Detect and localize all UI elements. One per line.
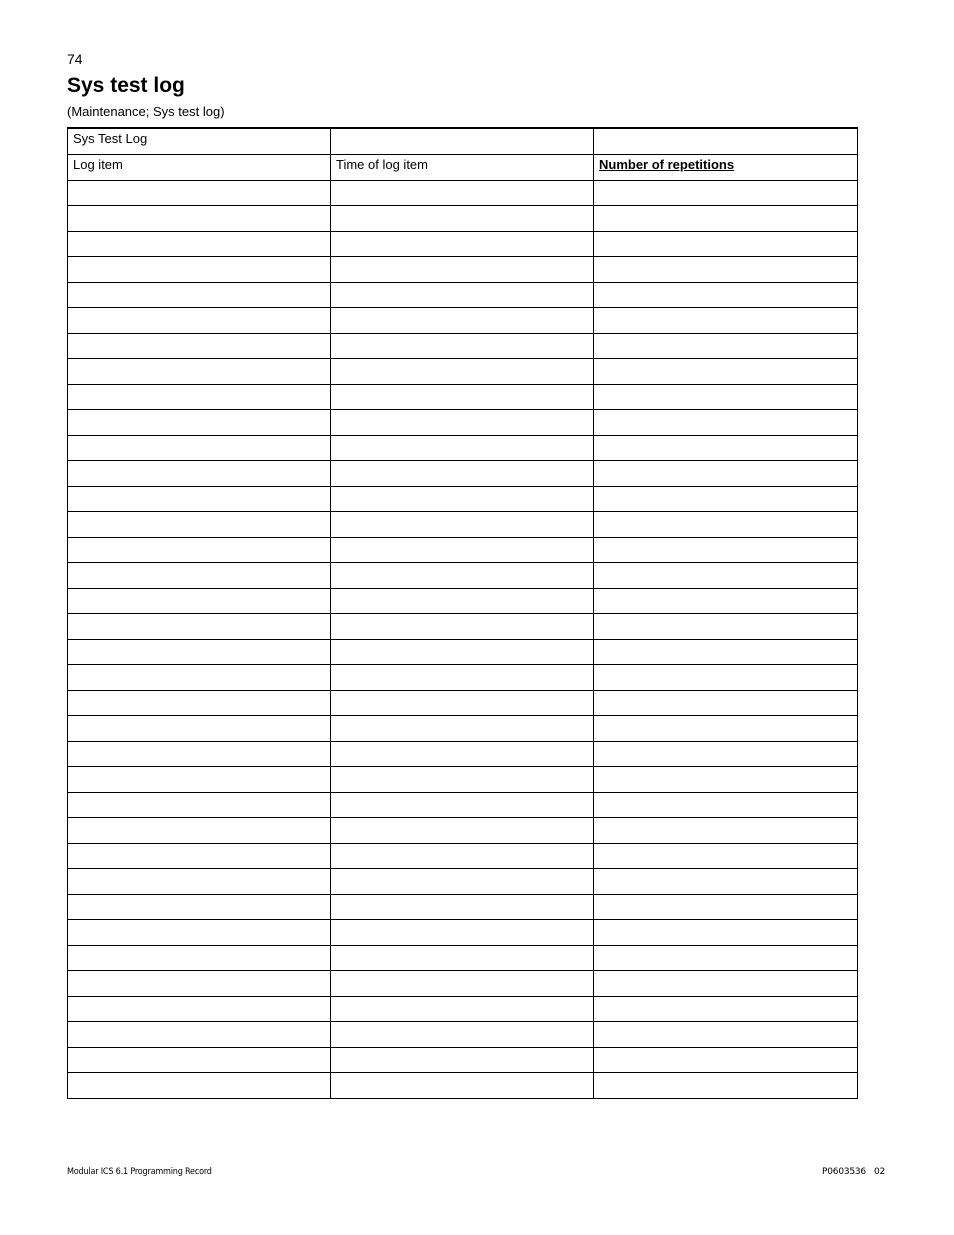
column-header-row [68, 154, 858, 180]
log-item-cell [68, 690, 331, 716]
table-row [68, 384, 858, 410]
table-row [68, 435, 858, 461]
number-of-repetitions-cell [594, 614, 858, 640]
log-item-cell [68, 665, 331, 691]
caption-cell [594, 128, 858, 154]
time-of-log-item-cell [331, 359, 594, 385]
number-of-repetitions-cell [594, 512, 858, 538]
table-row [68, 461, 858, 487]
time-of-log-item-cell [331, 384, 594, 410]
number-of-repetitions-cell [594, 435, 858, 461]
time-of-log-item-cell [331, 665, 594, 691]
log-item-cell [68, 920, 331, 946]
table-row [68, 690, 858, 716]
log-item-cell [68, 180, 331, 206]
number-of-repetitions-cell [594, 665, 858, 691]
menu-path: (Maintenance; Sys test log) [67, 104, 225, 119]
number-of-repetitions-cell [594, 792, 858, 818]
table-row [68, 1022, 858, 1048]
page-number: 74 [67, 51, 83, 67]
time-of-log-item-cell [331, 639, 594, 665]
table-row [68, 333, 858, 359]
number-of-repetitions-cell [594, 1022, 858, 1048]
number-of-repetitions-cell [594, 843, 858, 869]
time-of-log-item-cell [331, 869, 594, 895]
log-item-cell [68, 639, 331, 665]
table-row [68, 257, 858, 283]
time-of-log-item-cell [331, 614, 594, 640]
table-row [68, 563, 858, 589]
time-of-log-item-cell [331, 563, 594, 589]
caption-cell: Sys Test Log [68, 128, 331, 154]
number-of-repetitions-cell [594, 767, 858, 793]
number-of-repetitions-cell [594, 716, 858, 742]
number-of-repetitions-cell [594, 741, 858, 767]
time-of-log-item-cell [331, 180, 594, 206]
log-item-cell [68, 894, 331, 920]
log-item-cell [68, 1073, 331, 1099]
time-of-log-item-cell [331, 308, 594, 334]
time-of-log-item-cell [331, 741, 594, 767]
number-of-repetitions-cell [594, 359, 858, 385]
time-of-log-item-cell [331, 1022, 594, 1048]
table-row [68, 359, 858, 385]
time-of-log-item-cell [331, 716, 594, 742]
table-row [68, 971, 858, 997]
number-of-repetitions-cell [594, 410, 858, 436]
number-of-repetitions-cell [594, 639, 858, 665]
number-of-repetitions-cell [594, 461, 858, 487]
log-item-cell [68, 1022, 331, 1048]
time-of-log-item-cell [331, 461, 594, 487]
table-row [68, 665, 858, 691]
table-row [68, 894, 858, 920]
table-row [68, 639, 858, 665]
log-item-cell [68, 588, 331, 614]
caption-row [68, 128, 858, 154]
time-of-log-item-cell [331, 537, 594, 563]
time-of-log-item-cell [331, 486, 594, 512]
table-row [68, 231, 858, 257]
table-row [68, 741, 858, 767]
table-row [68, 818, 858, 844]
time-of-log-item-cell [331, 920, 594, 946]
number-of-repetitions-cell [594, 1047, 858, 1073]
time-of-log-item-cell [331, 512, 594, 538]
log-item-cell [68, 843, 331, 869]
table-row [68, 843, 858, 869]
number-of-repetitions-cell [594, 1073, 858, 1099]
number-of-repetitions-cell [594, 333, 858, 359]
log-item-cell [68, 818, 331, 844]
time-of-log-item-cell [331, 1073, 594, 1099]
table-row [68, 1047, 858, 1073]
table-row [68, 588, 858, 614]
log-item-cell [68, 206, 331, 232]
log-item-cell [68, 486, 331, 512]
table-row [68, 486, 858, 512]
column-header-time-of-log-item: Time of log item [331, 154, 594, 180]
number-of-repetitions-cell [594, 971, 858, 997]
time-of-log-item-cell [331, 945, 594, 971]
table-row [68, 282, 858, 308]
table-row [68, 308, 858, 334]
log-item-cell [68, 282, 331, 308]
log-item-cell [68, 945, 331, 971]
log-item-cell [68, 767, 331, 793]
number-of-repetitions-cell [594, 945, 858, 971]
table-row [68, 512, 858, 538]
log-item-cell [68, 741, 331, 767]
time-of-log-item-cell [331, 1047, 594, 1073]
time-of-log-item-cell [331, 282, 594, 308]
time-of-log-item-cell [331, 588, 594, 614]
log-item-cell [68, 257, 331, 283]
time-of-log-item-cell [331, 206, 594, 232]
log-item-cell [68, 512, 331, 538]
log-item-cell [68, 384, 331, 410]
log-item-cell [68, 614, 331, 640]
log-item-cell [68, 231, 331, 257]
number-of-repetitions-cell [594, 231, 858, 257]
table-row [68, 996, 858, 1022]
number-of-repetitions-cell [594, 869, 858, 895]
number-of-repetitions-cell [594, 384, 858, 410]
log-item-cell [68, 1047, 331, 1073]
table-row [68, 767, 858, 793]
time-of-log-item-cell [331, 792, 594, 818]
footer-document-number: P0603536 02 [822, 1167, 885, 1177]
column-header-number-of-repetitions: Number of repetitions [594, 154, 858, 180]
time-of-log-item-cell [331, 690, 594, 716]
time-of-log-item-cell [331, 996, 594, 1022]
table-row [68, 537, 858, 563]
table-row [68, 1073, 858, 1099]
time-of-log-item-cell [331, 818, 594, 844]
log-item-cell [68, 996, 331, 1022]
time-of-log-item-cell [331, 435, 594, 461]
number-of-repetitions-cell [594, 206, 858, 232]
number-of-repetitions-cell [594, 588, 858, 614]
caption-cell [331, 128, 594, 154]
time-of-log-item-cell [331, 410, 594, 436]
log-item-cell [68, 537, 331, 563]
table-row [68, 410, 858, 436]
table-row [68, 869, 858, 895]
footer-document-title: Modular ICS 6.1 Programming Record [67, 1167, 212, 1177]
number-of-repetitions-cell [594, 257, 858, 283]
number-of-repetitions-cell [594, 282, 858, 308]
number-of-repetitions-cell [594, 690, 858, 716]
log-item-cell [68, 410, 331, 436]
table-row [68, 206, 858, 232]
time-of-log-item-cell [331, 767, 594, 793]
log-item-cell [68, 435, 331, 461]
column-header-log-item: Log item [68, 154, 331, 180]
number-of-repetitions-cell [594, 894, 858, 920]
table-row [68, 180, 858, 206]
log-item-cell [68, 971, 331, 997]
number-of-repetitions-cell [594, 180, 858, 206]
log-item-cell [68, 869, 331, 895]
table-row [68, 716, 858, 742]
log-item-cell [68, 359, 331, 385]
table-row [68, 614, 858, 640]
log-item-cell [68, 716, 331, 742]
number-of-repetitions-cell [594, 563, 858, 589]
log-item-cell [68, 308, 331, 334]
table-row [68, 792, 858, 818]
number-of-repetitions-cell [594, 537, 858, 563]
log-item-cell [68, 792, 331, 818]
number-of-repetitions-cell [594, 308, 858, 334]
time-of-log-item-cell [331, 894, 594, 920]
log-item-cell [68, 333, 331, 359]
table-row [68, 920, 858, 946]
page-title: Sys test log [67, 74, 185, 97]
time-of-log-item-cell [331, 257, 594, 283]
log-item-cell [68, 563, 331, 589]
sys-test-log-table [67, 127, 858, 1099]
number-of-repetitions-cell [594, 996, 858, 1022]
number-of-repetitions-cell [594, 486, 858, 512]
number-of-repetitions-cell [594, 818, 858, 844]
table-row [68, 945, 858, 971]
time-of-log-item-cell [331, 971, 594, 997]
time-of-log-item-cell [331, 333, 594, 359]
log-item-cell [68, 461, 331, 487]
number-of-repetitions-cell [594, 920, 858, 946]
time-of-log-item-cell [331, 231, 594, 257]
time-of-log-item-cell [331, 843, 594, 869]
